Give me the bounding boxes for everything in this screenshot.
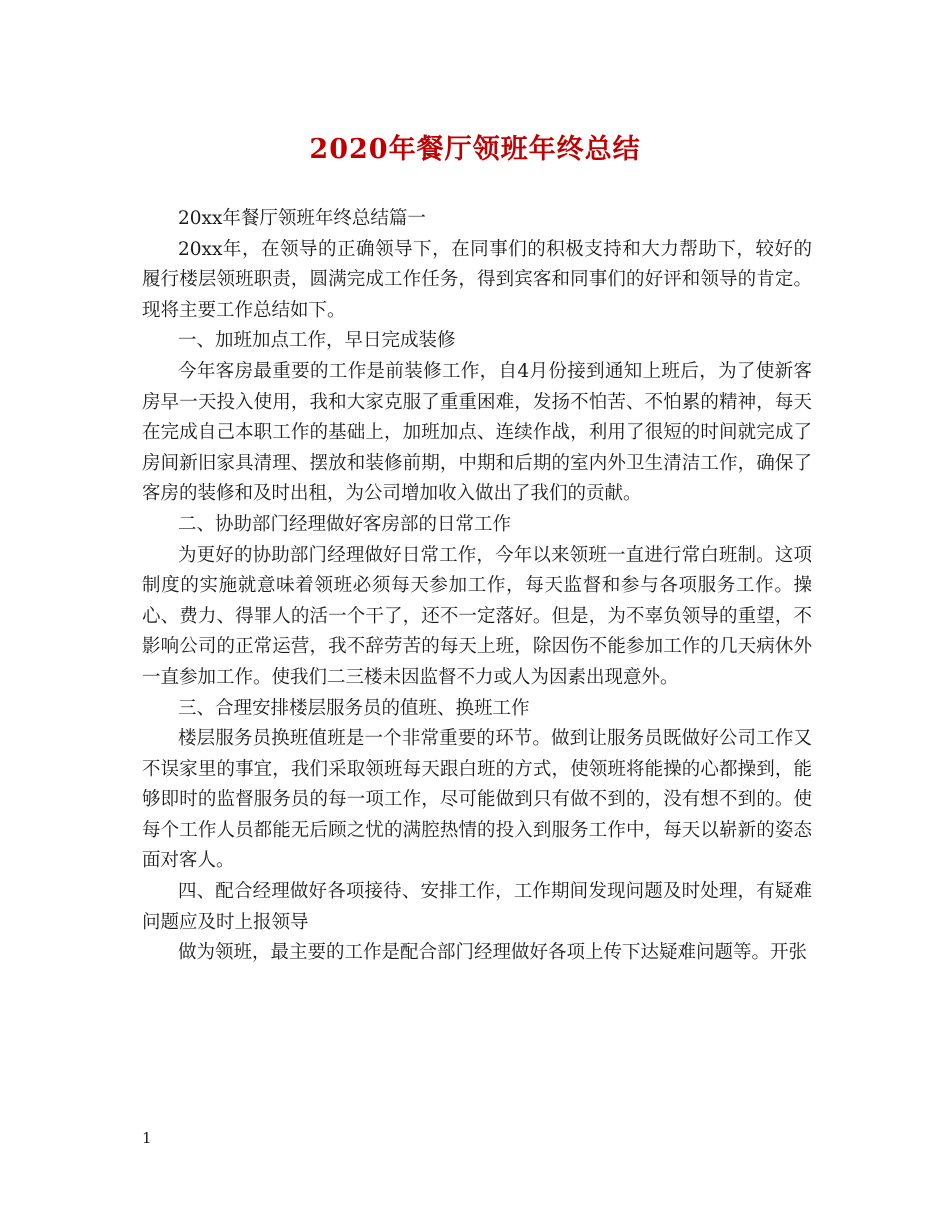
section-heading: 20xx年餐厅领班年终总结篇一 [178,208,426,229]
page-number: 1 [142,1129,152,1147]
section-heading: 三、合理安排楼层服务员的值班、换班工作 [178,697,530,719]
document-title: 2020年餐厅领班年终总结 [309,134,641,165]
paragraph: 做为领班，最主要的工作是配合部门经理做好各项上传下达疑难问题等。开张 [178,942,808,964]
document-body [142,204,812,969]
paragraph: 为更好的协助部门经理做好日常工作，今年以来领班一直进行常白班制。这项制度的实施就意味着领班必须每天参加工作，每天监督和参与各项服务工作。操心、费力、得罪人的活一个干了，还不一定落好。但是，为不辜负领导的重望，不影响公司的正常运营，我不辞劳苦的每天上班，除因伤不能参加工作的几天病休外一直参加工作。使我们二三楼未因监督不力或人为因素出现意外。 [142,544,812,688]
paragraph: 今年客房最重要的工作是前装修工作，自4月份接到通知上班后，为了使新客房早一天投入使用，我和大家克服了重重困难，发扬不怕苦、不怕累的精神，每天在完成自己本职工作的基础上，加班加点、连续作战，利用了很短的时间就完成了房间新旧家具清理、摆放和装修前期，中期和后期的室内外卫生清洁工作，确保了客房的装修和及时出租，为公司增加收入做出了我们的贡献。 [142,360,812,505]
paragraph: 楼层服务员换班值班是一个非常重要的环节。做到让服务员既做好公司工作又不误家里的事宜，我们采取领班每天跟白班的方式，使领班将能操的心都操到，能够即时的监督服务员的每一项工作，尽可能做到只有做不到的，没有想不到的。使每个工作人员都能无后顾之忧的满腔热情的投入到服务工作中，每天以崭新的姿态面对客人。 [142,728,812,872]
section-heading: 二、协助部门经理做好客房部的日常工作 [178,513,512,535]
paragraph: 20xx年，在领导的正确领导下，在同事们的积极支持和大力帮助下，较好的履行楼层领班职责，圆满完成工作任务，得到宾客和同事们的好评和领导的肯定。现将主要工作总结如下。 [142,238,812,321]
section-heading: 一、加班加点工作，早日完成装修 [178,330,456,352]
section-heading: 四、配合经理做好各项接待、安排工作，工作期间发现问题及时处理，有疑难问题应及时上报领导 [142,881,812,933]
